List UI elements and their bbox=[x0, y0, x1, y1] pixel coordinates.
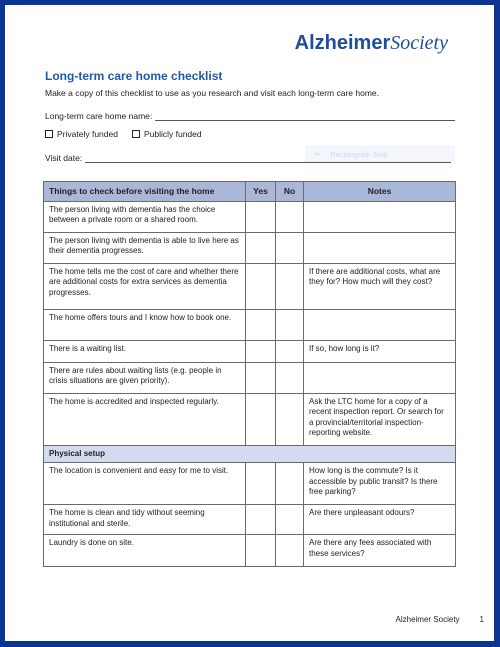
checkbox-icon[interactable] bbox=[132, 130, 140, 138]
yes-cell[interactable] bbox=[246, 463, 276, 505]
notes-cell[interactable] bbox=[304, 363, 456, 394]
home-name-field bbox=[45, 111, 455, 121]
item-cell: The home offers tours and I know how to book one. bbox=[44, 310, 246, 341]
page-number: 1 bbox=[479, 615, 484, 624]
notes-cell[interactable]: Ask the LTC home for a copy of a recent inspection report. Or search for a provincial/territorial inspection-reporting website. bbox=[304, 394, 456, 446]
table-row bbox=[44, 363, 456, 394]
funding-options bbox=[45, 129, 202, 139]
item-cell: The home is accredited and inspected regularly. bbox=[44, 394, 246, 446]
yes-cell[interactable] bbox=[246, 535, 276, 567]
col-header-notes: Notes bbox=[304, 182, 456, 202]
no-cell[interactable] bbox=[276, 233, 304, 264]
item-cell: The home tells me the cost of care and whether there are additional costs for extra services as dementia progresses. bbox=[44, 264, 246, 310]
yes-cell[interactable] bbox=[246, 341, 276, 363]
no-cell[interactable] bbox=[276, 310, 304, 341]
page-footer bbox=[396, 615, 484, 624]
col-header-no: No bbox=[276, 182, 304, 202]
table-row bbox=[44, 341, 456, 363]
snip-icon: ✂ bbox=[314, 149, 321, 159]
item-cell: Laundry is done on site. bbox=[44, 535, 246, 567]
table-row bbox=[44, 264, 456, 310]
page-title: Long-term care home checklist bbox=[45, 69, 223, 83]
no-cell[interactable] bbox=[276, 505, 304, 535]
no-cell[interactable] bbox=[276, 394, 304, 446]
yes-cell[interactable] bbox=[246, 264, 276, 310]
notes-cell[interactable]: If there are additional costs, what are they for? How much will they cost? bbox=[304, 264, 456, 310]
visit-date-label: Visit date: bbox=[45, 153, 83, 163]
section-row-physical-setup bbox=[44, 446, 456, 463]
yes-cell[interactable] bbox=[246, 233, 276, 264]
item-cell: There is a waiting list. bbox=[44, 341, 246, 363]
notes-cell[interactable] bbox=[304, 233, 456, 264]
table-row bbox=[44, 310, 456, 341]
home-name-line[interactable] bbox=[155, 111, 455, 121]
no-cell[interactable] bbox=[276, 535, 304, 567]
table-row bbox=[44, 233, 456, 264]
item-cell: The location is convenient and easy for me to visit. bbox=[44, 463, 246, 505]
intro-text: Make a copy of this checklist to use as you research and visit each long-term care home. bbox=[45, 88, 380, 98]
yes-cell[interactable] bbox=[246, 202, 276, 233]
notes-cell[interactable] bbox=[304, 202, 456, 233]
checklist-table bbox=[43, 181, 456, 567]
no-cell[interactable] bbox=[276, 202, 304, 233]
notes-cell[interactable]: How long is the commute? Is it accessible by public transit? Is there free parking? bbox=[304, 463, 456, 505]
footer-org: Alzheimer Society bbox=[395, 615, 460, 624]
document-page bbox=[5, 5, 494, 641]
yes-cell[interactable] bbox=[246, 363, 276, 394]
item-cell: There are rules about waiting lists (e.g. people in crisis situations are given priority). bbox=[44, 363, 246, 394]
table-row bbox=[44, 202, 456, 233]
table-header-row bbox=[44, 182, 456, 202]
notes-cell[interactable]: If so, how long is it? bbox=[304, 341, 456, 363]
col-header-item: Things to check before visiting the home bbox=[44, 182, 246, 202]
no-cell[interactable] bbox=[276, 264, 304, 310]
home-name-label: Long-term care home name: bbox=[45, 111, 153, 121]
yes-cell[interactable] bbox=[246, 310, 276, 341]
notes-cell[interactable]: Are there any fees associated with these services? bbox=[304, 535, 456, 567]
item-cell: The home is clean and tidy without seeming institutional and sterile. bbox=[44, 505, 246, 535]
table-row bbox=[44, 535, 456, 567]
snip-overlay: ✂ Rectangular Snip bbox=[305, 146, 455, 162]
no-cell[interactable] bbox=[276, 363, 304, 394]
notes-cell[interactable]: Are there unpleasant odours? bbox=[304, 505, 456, 535]
yes-cell[interactable] bbox=[246, 505, 276, 535]
section-title: Physical setup bbox=[44, 446, 456, 463]
notes-cell[interactable] bbox=[304, 310, 456, 341]
table-row bbox=[44, 394, 456, 446]
table-row bbox=[44, 505, 456, 535]
no-cell[interactable] bbox=[276, 463, 304, 505]
option-publicly-funded[interactable]: Publicly funded bbox=[132, 129, 202, 139]
col-header-yes: Yes bbox=[246, 182, 276, 202]
alzheimer-society-logo: AlzheimerSociety bbox=[294, 32, 448, 54]
option-privately-funded[interactable]: Privately funded bbox=[45, 129, 118, 139]
item-cell: The person living with dementia is able to live here as their dementia progresses. bbox=[44, 233, 246, 264]
no-cell[interactable] bbox=[276, 341, 304, 363]
yes-cell[interactable] bbox=[246, 394, 276, 446]
checkbox-icon[interactable] bbox=[45, 130, 53, 138]
table-row bbox=[44, 463, 456, 505]
item-cell: The person living with dementia has the choice between a private room or a shared room. bbox=[44, 202, 246, 233]
